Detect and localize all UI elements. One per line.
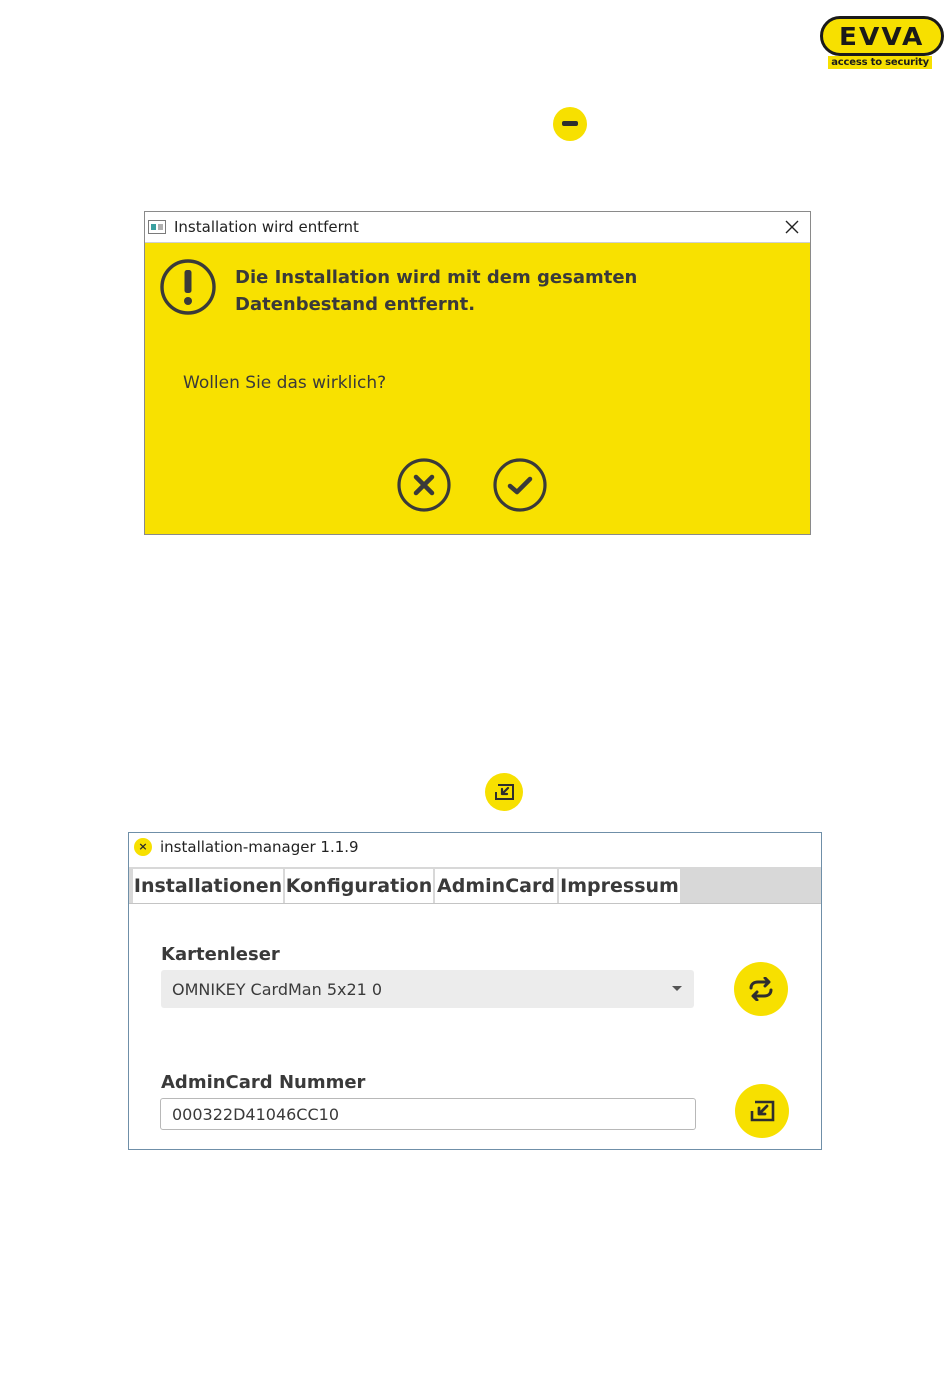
card-reader-selected-value: OMNIKEY CardMan 5x21 0 bbox=[172, 979, 383, 999]
remove-installation-dialog bbox=[144, 211, 811, 535]
evva-logo-badge bbox=[820, 16, 944, 56]
card-reader-label: Kartenleser bbox=[161, 944, 280, 965]
confirm-button[interactable] bbox=[492, 457, 548, 513]
card-reader-select[interactable] bbox=[161, 970, 694, 1008]
cancel-button[interactable] bbox=[396, 457, 452, 513]
tab-installationen[interactable]: Installationen bbox=[133, 869, 283, 903]
x-circle-icon bbox=[396, 457, 452, 513]
dialog-heading: Die Installation wird mit dem gesamten Datenbestand entfernt. bbox=[235, 267, 638, 315]
card-import-icon bbox=[748, 1099, 776, 1123]
window-title: installation-manager 1.1.9 bbox=[160, 837, 359, 856]
close-icon[interactable] bbox=[780, 215, 804, 239]
logo-tagline: access to security bbox=[828, 56, 932, 69]
installation-manager-window bbox=[128, 832, 822, 1150]
tab-admincard[interactable]: AdminCard bbox=[435, 869, 557, 903]
dialog-title: Installation wird entfernt bbox=[174, 218, 359, 236]
evva-logo bbox=[820, 16, 946, 72]
chevron-down-icon bbox=[672, 986, 682, 991]
logo-wordmark: EVVA bbox=[839, 21, 925, 51]
dialog-titlebar bbox=[145, 212, 810, 243]
check-circle-icon bbox=[492, 457, 548, 513]
tab-impressum[interactable]: Impressum bbox=[559, 869, 680, 903]
refresh-button[interactable] bbox=[734, 962, 788, 1016]
dialog-question: Wollen Sie das wirklich? bbox=[183, 373, 387, 393]
exclamation-circle-icon bbox=[159, 258, 217, 320]
window-app-icon bbox=[148, 220, 166, 234]
tab-bar bbox=[129, 867, 821, 904]
admincard-number-label: AdminCard Nummer bbox=[161, 1072, 366, 1093]
refresh-icon bbox=[747, 977, 775, 1001]
admincard-number-input[interactable] bbox=[160, 1098, 696, 1130]
window-titlebar bbox=[129, 833, 821, 860]
import-admincard-button[interactable] bbox=[735, 1084, 789, 1138]
app-x-icon: × bbox=[134, 838, 152, 856]
tab-konfiguration[interactable]: Konfiguration bbox=[285, 869, 433, 903]
minus-icon bbox=[553, 107, 587, 141]
card-import-icon bbox=[485, 773, 523, 811]
